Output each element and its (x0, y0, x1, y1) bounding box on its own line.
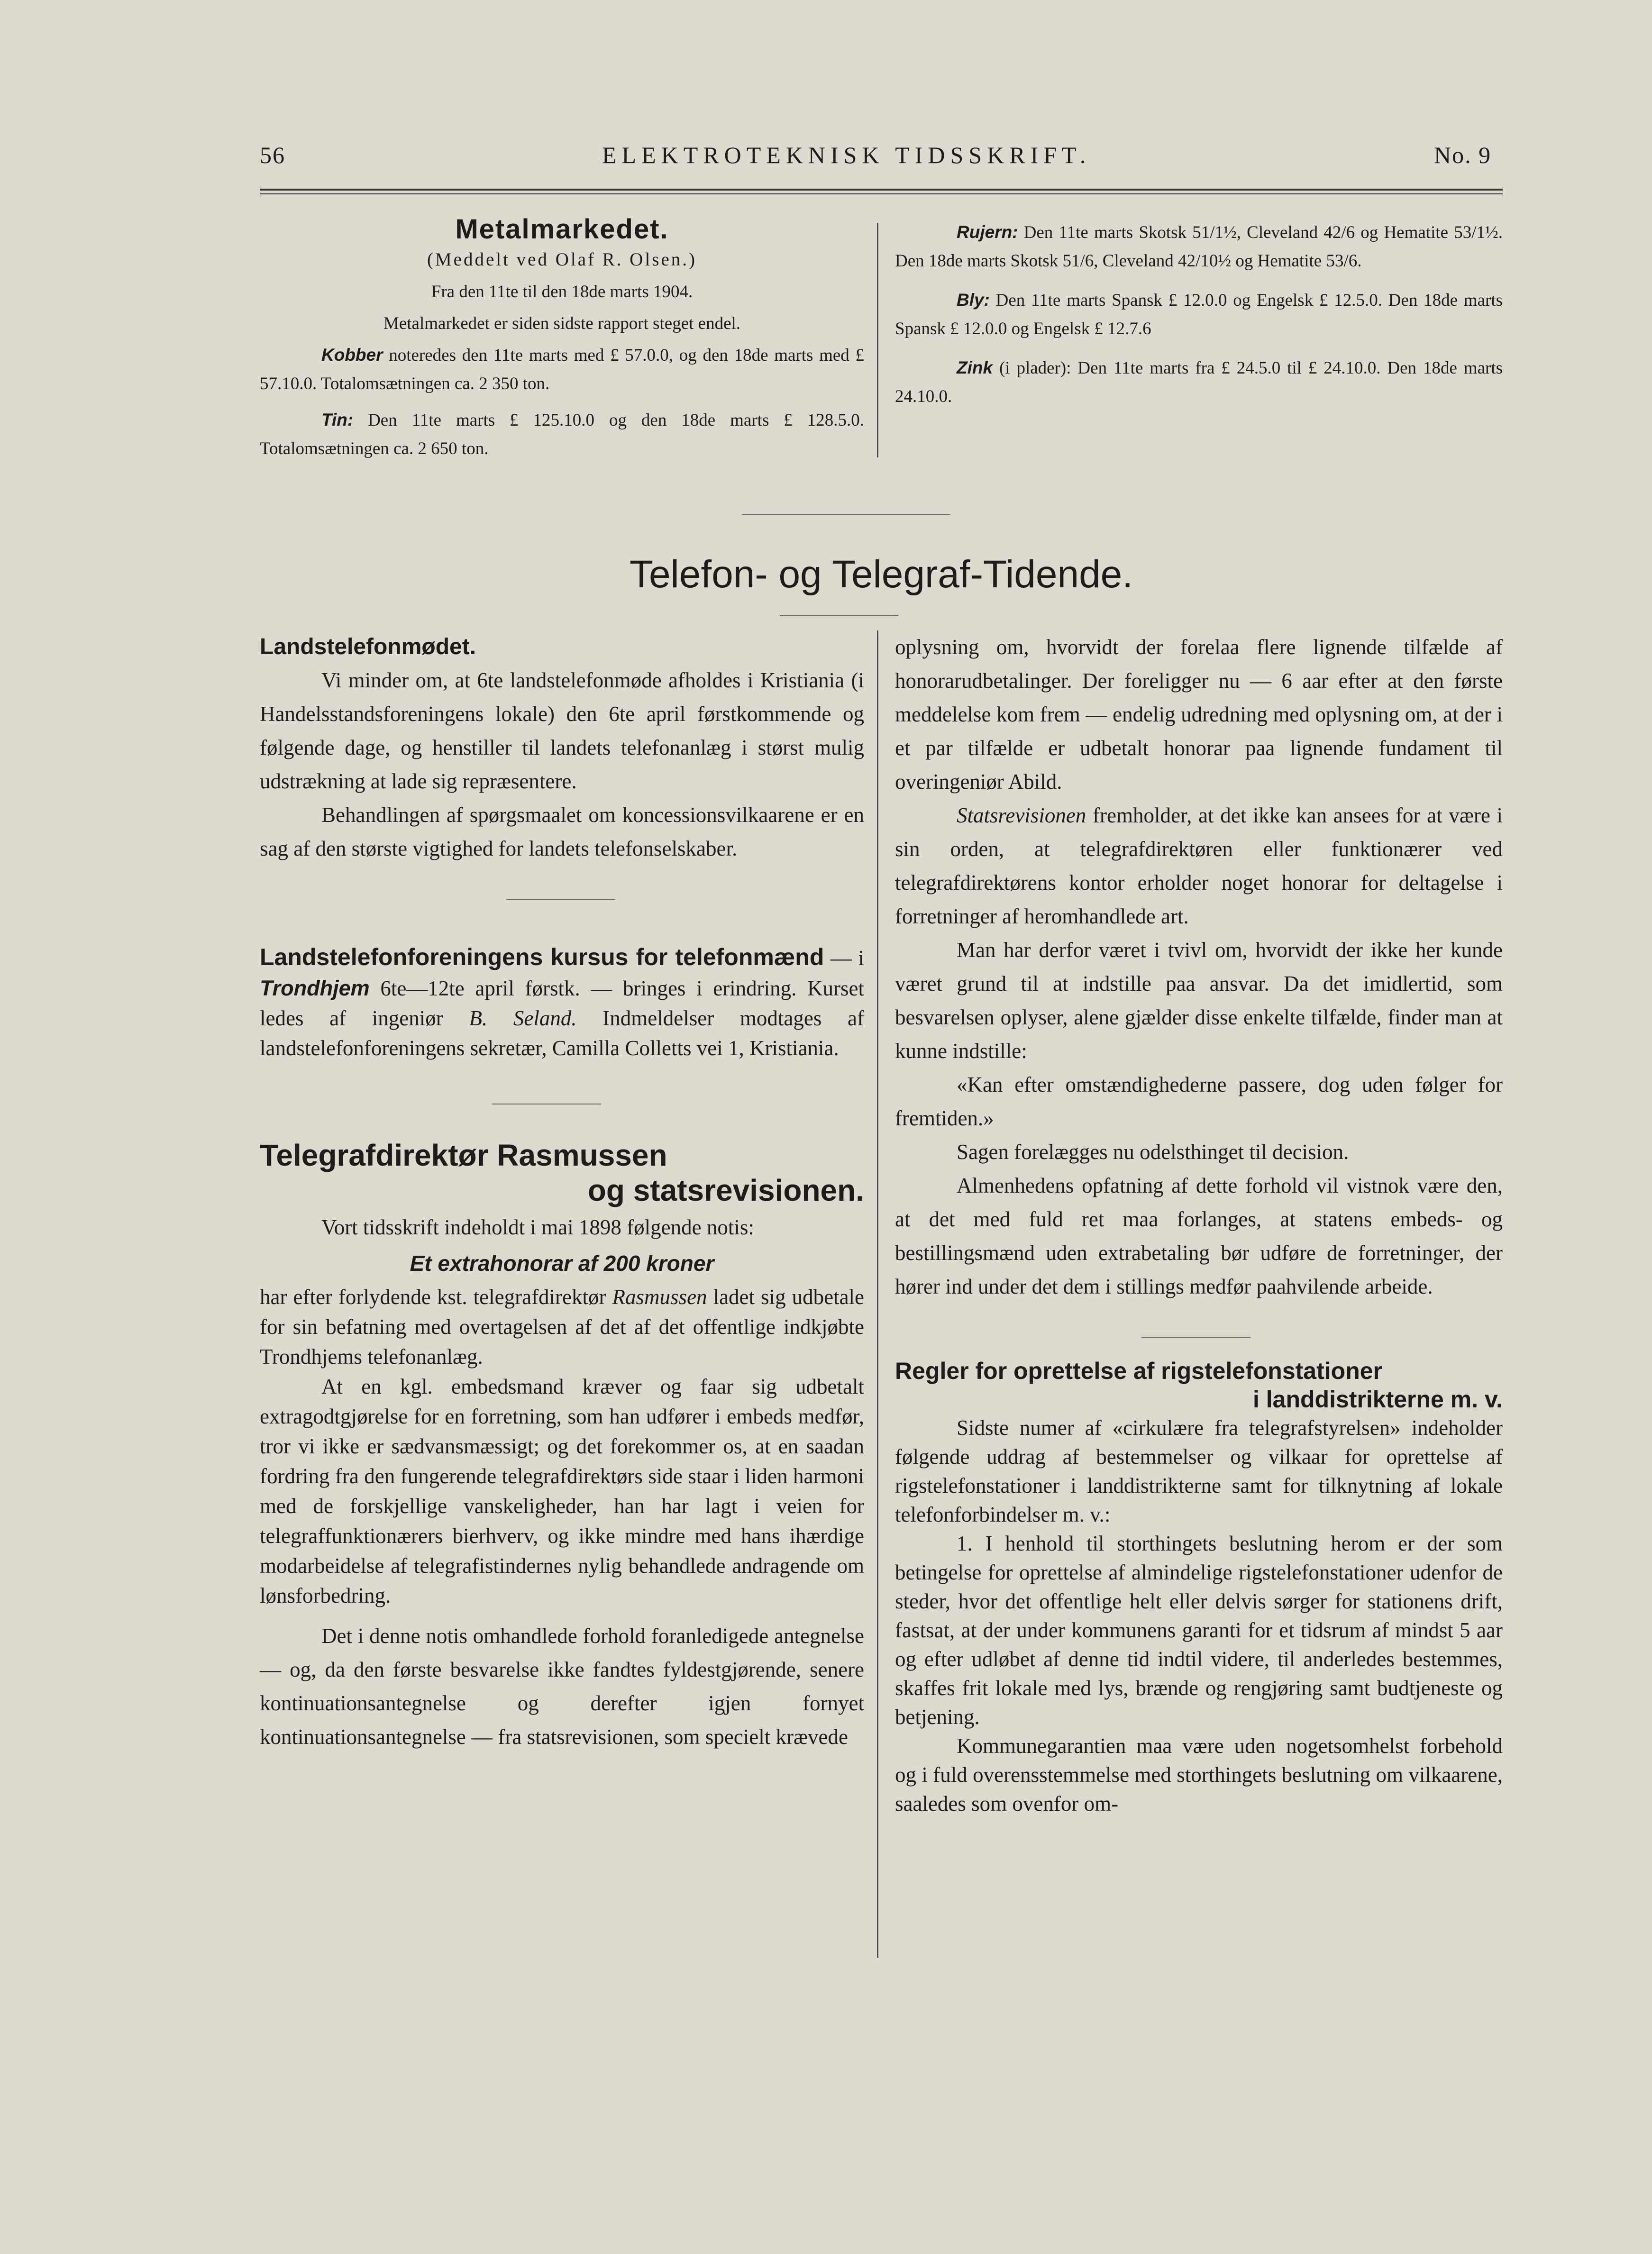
bly-text: Den 11te marts Spansk £ 12.0.0 og Engelsk £ 12.5.0. Den 18de marts Spansk £ 12.0.0 og Engelsk £ 12.7.6 (895, 291, 1503, 338)
left-para-kursus (260, 942, 864, 1063)
right-para-kommunegaranti: Kommunegarantien maa være uden nogetsomhelst forbehold og i fuld overensstemmelse med storthingets beslutning om vilkaarene, saaledes som ovenfor om- (895, 1734, 1503, 1816)
regler-heading-line1: Regler for oprettelse af rigstelefonstationer (895, 1358, 1383, 1384)
metal-tin (260, 406, 864, 463)
right-para-quote: «Kan efter omstændighederne passere, dog uden følger for fremtiden.» (895, 1073, 1503, 1130)
section-rule-top (742, 514, 950, 515)
kobber-label: Kobber (321, 345, 383, 365)
right-divider (1141, 1337, 1250, 1338)
left-main-column (260, 630, 864, 1754)
rasmussen-heading-line2: og statsrevisionen. (587, 1173, 864, 1207)
issue-number: No. 9 (1434, 142, 1492, 168)
statsrevisionen-name: Statsrevisionen (957, 803, 1086, 827)
kursus-text-b: 6te—12te april førstk. — bringes i erindring. Kurset ledes af ingeniør (260, 976, 864, 1030)
kursus-heading: Landstelefonforeningens kursus for telefonmænd (260, 944, 824, 970)
metal-rujern (895, 218, 1503, 275)
left-divider-1 (506, 899, 615, 900)
zink-text: (i plader): Den 11te marts fra £ 24.5.0 til £ 24.10.0. Den 18de marts 24.10.0. (895, 358, 1503, 406)
metal-title: Metalmarkedet. (455, 214, 669, 245)
zink-label: Zink (957, 358, 993, 377)
left-para-notis: Vort tidsskrift indeholdt i mai 1898 følgende notis: (321, 1215, 754, 1239)
right-para-6: Almenhedens opfatning af dette forhold vil vistnok være den, at det med fuld ret maa forlanges, at statens embeds- og bestillingsmænd uden extrabetaling bør udføre de forretninger, der hører ind under det dem i stillings medfør paahvilende arbeide. (895, 1174, 1503, 1298)
tin-text: Den 11te marts £ 125.10.0 og den 18de marts £ 128.5.0. Totalomsætningen ca. 2 650 ton. (260, 411, 864, 458)
header-rule-thin (260, 193, 1503, 194)
rasmussen-heading-line1: Telegrafdirektør Rasmussen (260, 1138, 667, 1172)
left-para-1: Vi minder om, at 6te landstelefonmøde afholdes i Kristiania (i Handelsstandsforeningens lokale) den 6te april førstkommende og følgende dage, og henstiller til landets telefonanlæg i størst mulig udstrækning at lade sig repræsentere. (260, 668, 864, 793)
bly-label: Bly: (957, 290, 990, 310)
metal-zink (895, 354, 1503, 411)
rujern-label: Rujern: (957, 222, 1018, 242)
left-para-2: Behandlingen af spørgsmaalet om koncessionsvilkaarene er en sag af den største vigtighed for landets telefonselskaber. (260, 803, 864, 860)
header-rule (260, 189, 1503, 191)
kursus-text-a: — i (824, 946, 864, 970)
left-para-6: Det i denne notis omhandlede forhold foranledigede antegnelse — og, da den første besvarelse ikke fandtes fyldestgjørende, senere kontinuationsantegnelse og derefter igjen fornyet kontinuationsantegnelse — fra statsrevisionen, som specielt krævede (260, 1624, 864, 1749)
metal-intro: Metalmarkedet er siden sidste rapport steget endel. (383, 314, 741, 333)
kursus-name: B. Seland. (469, 1006, 577, 1030)
section-rule-bottom (780, 615, 898, 616)
rujern-text: Den 11te marts Skotsk 51/1½, Cleveland 42/6 og Hematite 53/1½. Den 18de marts Skotsk 51/6, Cleveland 42/10½ og Hematite 53/6. (895, 223, 1503, 271)
right-para-cirkulaere: Sidste numer af «cirkulære fra telegrafstyrelsen» indeholder følgende uddrag af bestemmelser og vilkaar for oprettelse af rigstelefonstationer i landdistrikterne samt for tilknytning af lokale telefonforbindelser m. v.: (895, 1416, 1503, 1526)
right-para-2 (895, 799, 1503, 933)
right-para-3: Man har derfor været i tvivl om, hvorvidt der ikke her kunde været grund til at indstille paa ansvar. Da det imidlertid, som besvarelsen oplyser, alene gjælder disse enkelte tilfælde, finder man at kunne indstille: (895, 938, 1503, 1063)
right-main-column (895, 630, 1503, 1818)
p4-text-b: ladet sig udbetale for sin befatning med overtagelsen af det af det offentlige indkjøbte Trondhjems telefonanlæg. (260, 1285, 865, 1369)
page-number: 56 (260, 142, 285, 168)
p4-text-a: har efter forlydende kst. telegrafdirektør (260, 1285, 612, 1309)
metal-bly (895, 286, 1503, 343)
right-para-5: Sagen forelægges nu odelsthinget til decision. (957, 1140, 1349, 1164)
metal-kobber (260, 341, 864, 398)
metal-period: Fra den 11te til den 18de marts 1904. (431, 282, 693, 301)
right-para-1: oplysning om, hvorvidt der forelaa flere lignende tilfælde af honorarudbetalinger. Der foreligger nu — 6 aar efter at den første meddelelse kom frem — endelig udredning med oplysning om, at der i et par tilfælde er udbetalt honorar paa lignende fundament til overingeniør Abild. (895, 635, 1503, 794)
regler-heading-line2: i landdistrikterne m. v. (1252, 1386, 1503, 1413)
extrahonorar-subheading: Et extrahonorar af 200 kroner (410, 1251, 714, 1276)
metal-column-divider (877, 223, 878, 457)
right-para-2-text: fremholder, at det ikke kan ansees for at være i sin orden, at telegrafdirektøren eller funktionærer ved telegrafdirektørens kontor erholder noget honorar for deltagelse i forretninger af heromhandlede art. (895, 803, 1503, 928)
right-para-paragraph-1: 1. I henhold til storthingets beslutning herom er der som betingelse for oprettelse af almindelige rigstelefonstationer udenfor de steder, hvor det offentlige helt eller delvis sørger for stationens drift, fastsat, at der under kommunens garanti for et tidsrum af mindst 5 aar og efter udløbet af denne tid indtil videre, til anderledes bestemmes, skaffes frit lokale med lys, brænde og rengjøring samt budtjeneste og betjening. (895, 1532, 1503, 1729)
kursus-text-c: Indmeldelser modtages af landstelefonforeningens sekretær, Camilla Colletts vei 1, Kristiania. (260, 1006, 864, 1060)
metal-right-column (895, 218, 1503, 411)
main-column-divider (877, 630, 878, 1958)
tin-label: Tin: (321, 410, 354, 429)
p4-name: Rasmussen (612, 1285, 707, 1309)
left-heading-1: Landstelefonmødet. (260, 634, 476, 659)
kobber-text: noteredes den 11te marts med £ 57.0.0, og den 18de marts med £ 57.10.0. Totalomsætningen ca. 2 350 ton. (260, 346, 864, 393)
kursus-place: Trondhjem (260, 976, 370, 1000)
metal-left-column (260, 213, 864, 463)
left-para-5: At en kgl. embedsmand kræver og faar sig udbetalt extragodtgjørelse for en forretning, som han udfører i embeds medfør, tror vi ikke er sædvansmæssigt; og det forekommer os, at en saadan fordring fra den fungerende telegrafdirektørs side staar i liden harmoni med de forskjellige vanskeligheder, han har lagt i veien for telegraffunktionærers bierhverv, og ikke mindre med hans ihærdige modarbeidelse af telegrafistindernes nylig behandlede andragende om lønsforbedring. (260, 1375, 864, 1607)
journal-title: ELEKTROTEKNISK TIDSSKRIFT. (602, 142, 1091, 168)
metal-byline: (Meddelt ved Olaf R. Olsen.) (427, 249, 697, 270)
section-title: Telefon- og Telegraf-Tidende. (629, 553, 1133, 596)
left-para-4 (260, 1282, 864, 1372)
